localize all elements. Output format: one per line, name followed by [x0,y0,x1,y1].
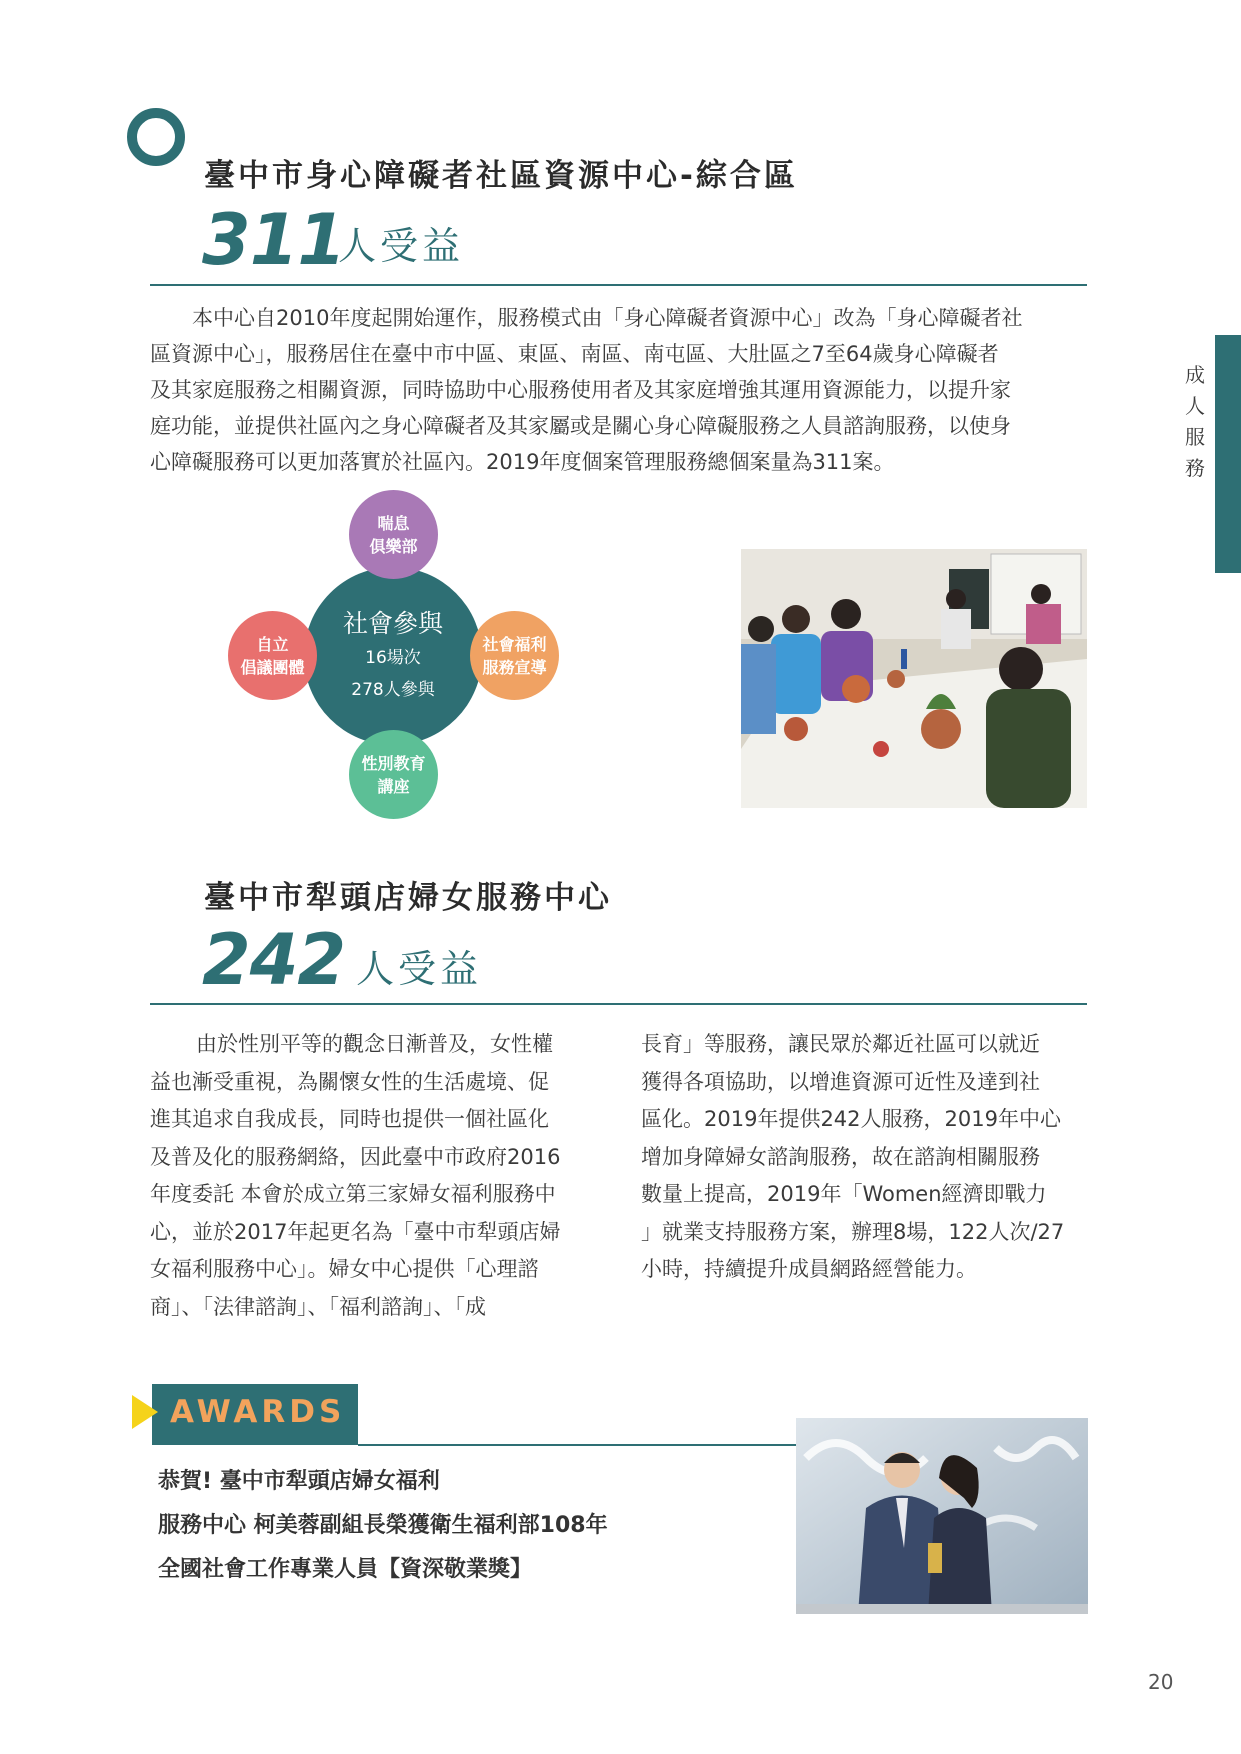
workshop-photo [741,549,1087,808]
section1-rule [150,284,1087,286]
section2-count: 242 [202,919,346,1001]
award-ceremony-photo [796,1418,1088,1614]
diagram-right-circle: 社會福利 服務宣導 [470,611,559,700]
section1-benefit: 人受益 [338,224,465,268]
section2-rule [150,1003,1087,1005]
section2-col-left: 由於性別平等的觀念日漸普及，女性權 益也漸受重視，為關懷女性的生活處境、促 進其追求自我成長，同時也提供一個社區化 及普及化的服務網絡，因此臺中市政府2016 年度委託 本會於成立第三家婦女福利服務中 心，並於2017年起更名為「臺中市犁頭店婦 女福利服務中心」。婦女中心提供「心理諮 商」、「法律諮詢」、「福利諮詢」、「成 [150,1032,561,1319]
awards-heading: AWARDS [170,1394,346,1430]
awards-text: 恭賀! 臺中市犁頭店婦女福利 服務中心 柯美蓉副組長榮獲衛生福利部108年 全國社會工作專業人員【資深敬業獎】 [158,1469,608,1582]
diagram-center-circle: 社會參與 16場次 278人參與 [304,567,482,745]
section1-paragraph: 本中心自2010年度起開始運作，服務模式由「身心障礙者資源中心」改為「身心障礙者社 區資源中心」，服務居住在臺中市中區、東區、南區、南屯區、大肚區之7至64歲身心障礙者 及其家庭服務之相關資源，同時協助中心服務使用者及其家庭增強其運用資源能力，以提升家 庭功能，並提供社區內之身心障礙者及其家屬或是關心身心障礙服務之人員諮詢服務，以使身 心障礙服務可以更加落實於社區內。2019年度個案管理服務總個案量為311案。 [150,306,1023,474]
awards-rule [358,1444,798,1446]
diagram-left-circle: 自立 倡議團體 [228,611,317,700]
section2-benefit: 人受益 [356,947,483,991]
diagram-bottom-circle: 性別教育 講座 [349,730,438,819]
section-ring-icon [127,108,185,166]
section1-title: 臺中市身心障礙者社區資源中心-綜合區 [204,158,798,194]
page-number: 20 [1148,1670,1174,1694]
diagram-top-circle: 喘息 俱樂部 [349,490,438,579]
side-tab-bar [1215,335,1241,573]
section2-col-right: 長育」等服務，讓民眾於鄰近社區可以就近 獲得各項協助，以增進資源可近性及達到社 區化。2019年提供242人服務，2019年中心 增加身障婦女諮詢服務，故在諮詢相關服務 數量上提高，2019年「Women經濟即戰力 」就業支持服務方案，辦理8場，122人次/27 小時，持續提升成員網路經營能力。 [641,1032,1065,1281]
side-tab-label: 成 人 服 務 [1185,363,1205,480]
section2-title: 臺中市犁頭店婦女服務中心 [204,880,612,916]
section1-count: 311 [202,199,346,281]
awards-arrow-icon [132,1395,158,1429]
